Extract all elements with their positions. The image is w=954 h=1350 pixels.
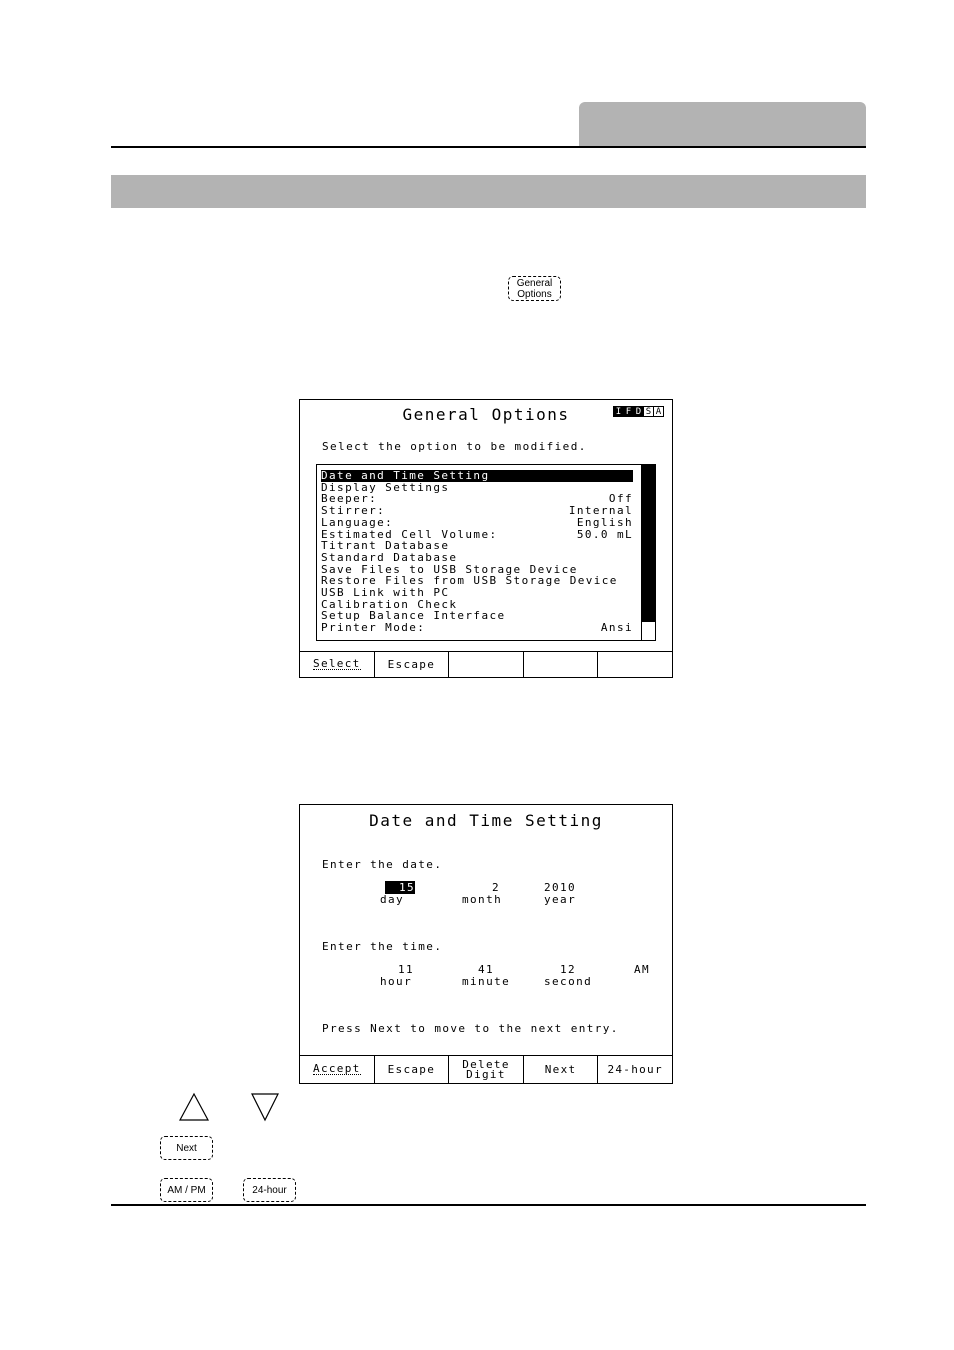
screen-prompt: Select the option to be modified.	[322, 440, 587, 453]
next-softkey[interactable]: Next	[524, 1056, 599, 1083]
softkey-bar	[300, 1055, 672, 1083]
year-field[interactable]: 2010	[543, 881, 577, 894]
escape-softkey[interactable]: Escape	[375, 652, 450, 677]
screen-title: General Options	[402, 405, 570, 424]
up-arrow-icon[interactable]	[178, 1092, 210, 1122]
menu-item-display-settings[interactable]: Display Settings	[321, 480, 450, 494]
day-field[interactable]: 15	[380, 881, 420, 894]
badge-f: F	[623, 406, 634, 417]
menu-item-titrant-database[interactable]: Titrant Database	[321, 539, 450, 553]
next-key-button[interactable]: Next	[160, 1136, 213, 1160]
year-label: year	[544, 893, 577, 906]
minute-label: minute	[462, 975, 511, 988]
menu-item-save-files[interactable]: Save Files to USB Storage Device	[321, 562, 578, 576]
second-label: second	[544, 975, 593, 988]
footer-rule	[111, 1204, 866, 1206]
time-prompt: Enter the time.	[322, 940, 443, 953]
day-label: day	[380, 893, 405, 906]
header-tab	[579, 102, 866, 146]
badge-d: D	[633, 406, 644, 417]
softkey-bar	[300, 651, 672, 677]
softkey-3[interactable]	[449, 652, 524, 677]
options-menu	[316, 464, 656, 641]
am-pm-key-button[interactable]: AM / PM	[160, 1178, 213, 1202]
second-field[interactable]: 12	[559, 963, 576, 976]
hour24-softkey[interactable]: 24-hour	[607, 1062, 663, 1076]
menu-item-standard-database[interactable]: Standard Database	[321, 550, 458, 564]
softkey-5[interactable]	[598, 652, 672, 677]
menu-scrollbar-thumb[interactable]	[642, 465, 655, 622]
general-options-key-button[interactable]: General Options	[508, 276, 561, 301]
am-pm-field[interactable]: AM	[633, 963, 650, 976]
escape-softkey[interactable]: Escape	[375, 1056, 450, 1083]
menu-item-cell-volume[interactable]: Estimated Cell Volume: 50.0 mL	[321, 527, 633, 541]
hour-field[interactable]: 11	[397, 963, 414, 976]
date-prompt: Enter the date.	[322, 858, 443, 871]
minute-field[interactable]: 41	[477, 963, 494, 976]
badge-s: S	[643, 406, 654, 417]
mode-badge	[614, 406, 664, 417]
delete-digit-softkey[interactable]: Delete Digit	[449, 1056, 524, 1083]
menu-item-restore-files[interactable]: Restore Files from USB Storage Device	[321, 574, 618, 588]
softkey-4[interactable]	[524, 652, 599, 677]
menu-item-calibration-check[interactable]: Calibration Check	[321, 597, 458, 611]
month-label: month	[462, 893, 503, 906]
hour24-key-button[interactable]: 24-hour	[243, 1178, 296, 1202]
hour-label: hour	[380, 975, 413, 988]
menu-item-usb-link[interactable]: USB Link with PC	[321, 586, 450, 599]
menu-item-stirrer[interactable]: Stirrer: Internal	[321, 504, 633, 518]
menu-item-balance-interface[interactable]: Setup Balance Interface	[321, 609, 506, 623]
screen-title: Date and Time Setting	[369, 811, 603, 830]
month-field[interactable]: 2	[491, 881, 500, 894]
accept-softkey[interactable]: Accept	[300, 1056, 375, 1083]
header-rule	[111, 146, 866, 148]
date-time-screen	[299, 804, 673, 1084]
select-softkey[interactable]: Select	[300, 652, 375, 677]
badge-a: A	[653, 406, 664, 417]
footer-hint: Press Next to move to the next entry.	[322, 1022, 619, 1035]
badge-i: I	[613, 406, 624, 417]
section-bar	[111, 175, 866, 208]
menu-scrollbar[interactable]	[641, 465, 655, 640]
menu-item-beeper[interactable]: Beeper: Off	[321, 492, 633, 506]
menu-item-printer-mode[interactable]: Printer Mode: Ansi	[321, 621, 633, 635]
menu-item-date-time[interactable]: Date and Time Setting	[321, 470, 633, 482]
menu-item-language[interactable]: Language: English	[321, 515, 633, 529]
general-options-screen	[299, 399, 673, 678]
down-arrow-icon[interactable]	[250, 1092, 280, 1122]
